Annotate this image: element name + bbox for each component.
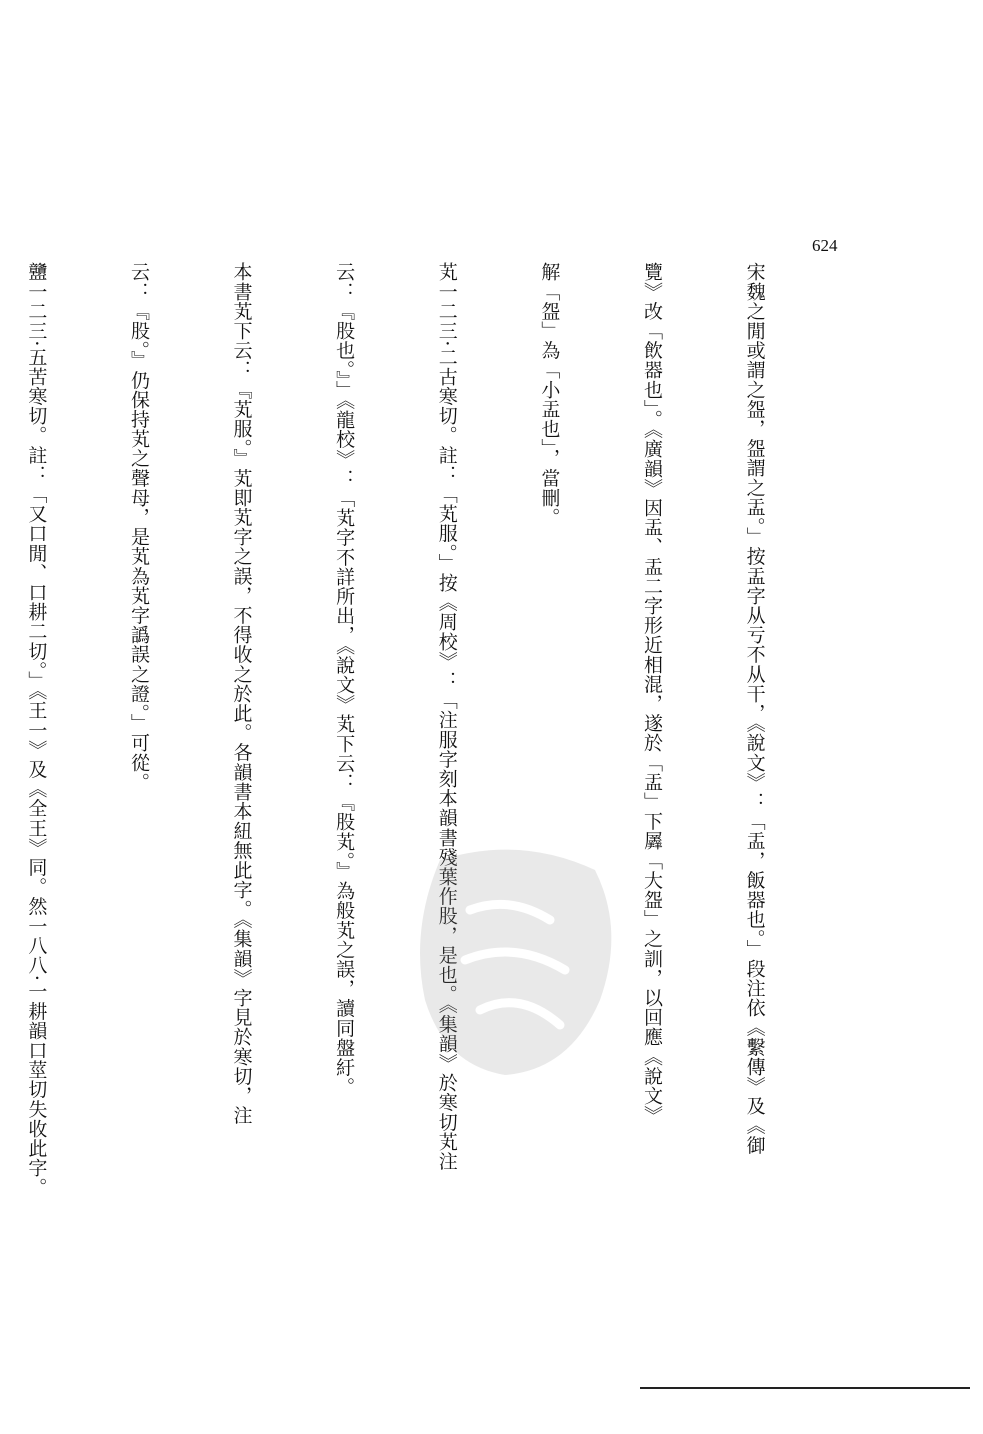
text-line: 宋魏之閒或謂之盌，盌謂之盂。」按盂字从亏不从干，《說文》：「盂，飯器也。」段注依《繫傳》及《御 xyxy=(743,262,766,1155)
page-number: 624 xyxy=(812,236,838,255)
text-line: 䀍一二三·五苦寒切。註：「又口閒、口耕二切。」《王一》及《全王》同。然一八八·一耕韻口莖切失收此字。 xyxy=(25,262,48,1198)
text-line: 云：『股也。』」《龍校》：「芄字不詳所出，《說文》芄下云：『股芄。』為般芄之誤，讀同盤紆。 xyxy=(333,262,356,1097)
text-line: 本書芄下云：『芄服。』芄即芄字之誤，不得收之於此。各韻書本紐無此字。《集韻》字見於寒切，注 xyxy=(230,262,253,1125)
library-watermark xyxy=(410,840,620,1080)
footer-rule xyxy=(640,1387,970,1389)
text-line: 云：『股。』仍保持芄之聲母，是芄為芄字譌誤之證。」可從。 xyxy=(127,262,150,792)
text-line: 解「盌」為「小盂也」，當刪。 xyxy=(538,262,561,527)
text-line: 覽》改「飲器也」。《廣韻》因盂、盂二字形近相混，遂於「盂」下羼「大盌」之訓，以回應《說文》 xyxy=(640,262,663,1125)
text-line: 芄一二三·二古寒切。註：「芄服。」按《周校》：「注服字刻本韻書殘葉作股，是也。《集韻》於寒切芄注 xyxy=(435,262,458,1171)
